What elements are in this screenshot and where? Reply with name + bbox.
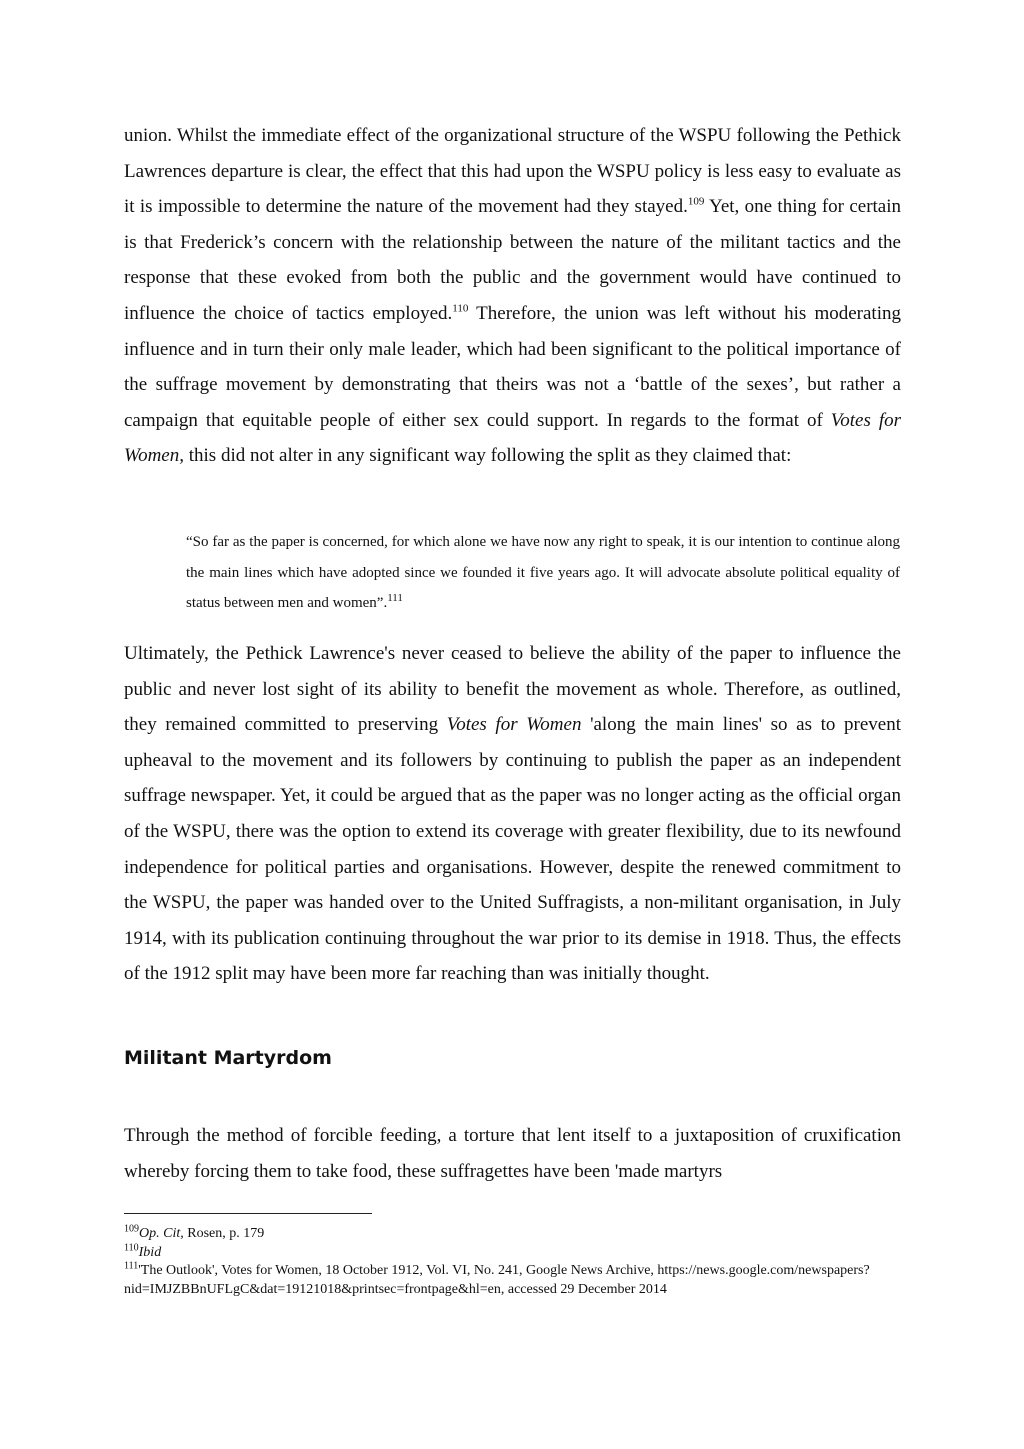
paragraph-text: Yet, one thing for certain is that Frederick’s concern with the relationship between the nature of the militant tactics and the response that these evoked from both the public and the government would have continued to influence the choice of tactics employed. — [124, 196, 902, 324]
footnote-number: 111 — [124, 1260, 139, 1272]
footnote-reference: 110 — [452, 302, 469, 315]
footnote — [124, 1225, 901, 1244]
paragraph-text: Therefore, the union was left without his moderating influence and in turn their only male leader, which had been significant to the political importance of the suffrage movement by demonstrating that theirs was not a ‘battle of the sexes’, but rather a campaign that equitable people of either sex could support. In regards to the format of — [124, 302, 901, 431]
paragraph-text: union. Whilst the immediate effect of the organizational structure of the WSPU following the Pethick Lawrences departure is clear, the effect that this had upon the WSPU policy is less easy to evaluate as it is impossible to determine the nature of the movement had they stayed. — [124, 125, 901, 218]
footnote-text: , Rosen, p. 179 — [180, 1226, 265, 1241]
publication-title: Votes for Women — [446, 714, 582, 736]
paragraph-text: Ultimately, the Pethick Lawrence's never ceased to believe the ability of the paper to influence the public and never lost sight of its ability to benefit the movement as whole. Therefore, as outlined, they remained committed to preserving — [124, 643, 901, 736]
body-paragraph — [124, 636, 901, 992]
publication-title: Votes for Women, — [124, 409, 901, 467]
paragraph-text: this did not alter in any significant way following the split as they claimed that: — [184, 445, 792, 467]
footnote-number: 110 — [124, 1241, 139, 1253]
footnote-divider — [124, 1213, 372, 1214]
body-paragraph — [124, 1118, 901, 1189]
footnote-italic: Ibid — [138, 1244, 162, 1260]
footnote — [124, 1241, 901, 1263]
footnote — [124, 1262, 901, 1299]
footnote-italic: Op. Cit — [139, 1226, 181, 1241]
footnote-number: 109 — [124, 1223, 139, 1235]
footnote-reference: 109 — [687, 195, 705, 208]
block-quote — [186, 527, 900, 619]
quote-text: “So far as the paper is concerned, for which alone we have now any right to speak, it is our intention to continue along the main lines which have adopted since we founded it five years ago. It will advocate absolute political equality of status between men and women”. — [186, 534, 900, 611]
paragraph-text: 'along the main lines' so as to prevent upheaval to the movement and its followers by continuing to publish the paper as an independent suffrage newspaper. Yet, it could be argued that as the paper was no longer acting as the official organ of the WSPU, there was the option to extend its coverage with greater flexibility, due to its newfound independence for political parties and organisations. However, despite the renewed commitment to the WSPU, the paper was handed over to the United Suffragists, a non-militant organisation, in July 1914, with its publication continuing throughout the war prior to its demise in 1918. Thus, the effects of the 1912 split may have been more far reaching than was initially thought. — [124, 714, 901, 985]
paragraph-text: Through the method of forcible feeding, a torture that lent itself to a juxtaposition of cruxification whereby forcing them to take food, these suffragettes have been 'made martyrs — [124, 1125, 901, 1182]
footnote-reference: 111 — [387, 592, 403, 604]
footnotes — [124, 1225, 901, 1299]
section-heading: Militant Martyrdom — [124, 1047, 332, 1069]
body-paragraph — [124, 118, 901, 474]
footnote-text: 'The Outlook', Votes for Women, 18 October 1912, Vol. VI, No. 241, Google News Archive, https://news.google.com/newspapers?nid=IMJZBBnUFLgC&dat=19121018&printsec=frontpage&hl=en, accessed 29 December 2014 — [124, 1263, 870, 1297]
